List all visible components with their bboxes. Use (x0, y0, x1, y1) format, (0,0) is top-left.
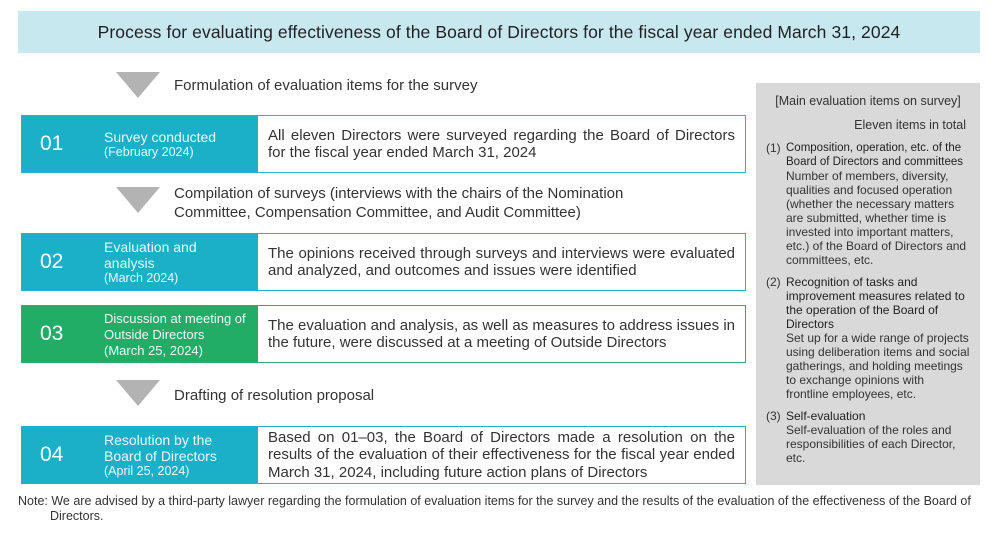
step-03 (21, 305, 746, 363)
down-arrow-icon (116, 187, 160, 213)
item-content (786, 409, 970, 465)
step-description (258, 427, 745, 483)
flow-note-formulation: Formulation of evaluation items for the survey (174, 77, 478, 94)
item-index: (1) (766, 141, 781, 155)
down-arrow-icon (116, 72, 160, 98)
step-04 (21, 426, 746, 484)
step-description (258, 116, 745, 172)
item-index: (2) (766, 275, 781, 289)
step-label (104, 129, 224, 160)
item-index: (3) (766, 409, 781, 423)
evaluation-item (766, 141, 970, 267)
panel-heading: [Main evaluation items on survey] (775, 94, 961, 108)
page-title: Process for evaluating effectiveness of the Board of Directors for the fiscal year ended March 31, 2024 (97, 21, 901, 42)
item-content (786, 275, 970, 401)
step-01 (21, 115, 746, 173)
step-description-text: Based on 01–03, the Board of Directors made a resolution on the results of the evaluation of their effectiveness for the fiscal year ended March 31, 2024, including future action plans of Directors (268, 428, 735, 481)
step-tag (22, 116, 258, 172)
evaluation-items-panel (756, 83, 980, 485)
step-name: Evaluation and analysis (104, 238, 197, 271)
step-date: (March 2024) (104, 270, 179, 285)
flow-note-compilation: Compilation of surveys (interviews with the chairs of the Nomination Committee, Compensation Committee, and Audit Committee) (174, 185, 624, 221)
step-date: (April 25, 2024) (104, 463, 190, 478)
item-content (786, 141, 970, 267)
item-body: Set up for a wide range of projects using deliberation items and social gatherings, and holding meetings to exchange opinions with frontline employees, etc. (786, 331, 970, 401)
step-tag (22, 306, 258, 362)
footnote: Note: We are advised by a third-party lawyer regarding the formulation of evaluation items for the survey and the results of the evaluation of the effectiveness of the Board of Directors. (18, 494, 971, 523)
evaluation-item (766, 409, 970, 465)
step-name: Survey conducted (104, 128, 217, 145)
step-description (258, 234, 745, 290)
step-description-text: All eleven Directors were surveyed regarding the Board of Directors for the fiscal year ended March 31, 2024 (268, 126, 735, 161)
item-body: Number of members, diversity, qualities and focused operation (whether the necessary matters are submitted, whether time is invested into important matters, etc.) of the Board of Directors and committees, etc. (786, 169, 967, 267)
title-banner (18, 11, 980, 53)
item-title: Self-evaluation (786, 409, 866, 423)
step-number: 04 (40, 443, 64, 466)
step-tag (22, 234, 258, 290)
step-02 (21, 233, 746, 291)
down-arrow-icon (116, 380, 160, 406)
step-label (104, 311, 254, 358)
flow-note-drafting: Drafting of resolution proposal (174, 387, 375, 404)
item-title: Recognition of tasks and improvement measures related to the operation of the Board of Directors (786, 275, 965, 331)
step-date: (March 25, 2024) (104, 342, 203, 358)
step-number: 03 (40, 322, 64, 345)
step-name: Resolution by the Board of Directors (104, 431, 217, 464)
step-date: (February 2024) (104, 144, 194, 159)
evaluation-item (766, 275, 970, 401)
item-body: Self-evaluation of the roles and responsibilities of each Director, etc. (786, 423, 956, 465)
step-number: 02 (40, 250, 64, 273)
step-name: Discussion at meeting of Outside Directors (104, 310, 246, 342)
step-description-text: The opinions received through surveys and interviews were evaluated and analyzed, and outcomes and issues were identified (268, 244, 735, 279)
item-title: Composition, operation, etc. of the Board of Directors and committees (786, 142, 964, 168)
panel-item-count: Eleven items in total (854, 118, 966, 132)
step-label (104, 432, 239, 479)
step-label (104, 239, 224, 286)
step-number: 01 (40, 132, 64, 155)
step-description (258, 306, 745, 362)
step-tag (22, 427, 258, 483)
step-description-text: The evaluation and analysis, as well as measures to address issues in the future, were discussed at a meeting of Outside Directors (268, 316, 735, 351)
